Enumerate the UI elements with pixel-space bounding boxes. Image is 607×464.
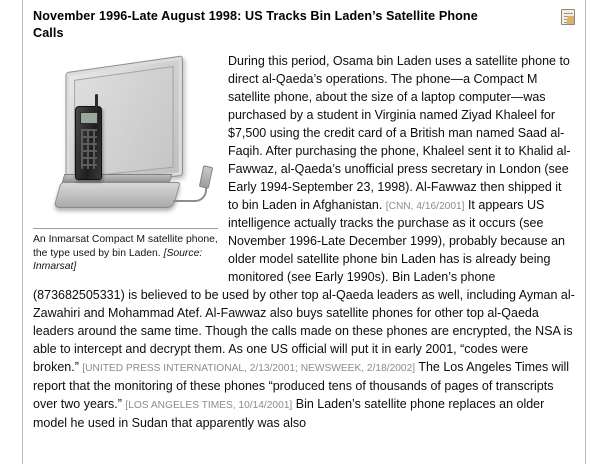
figure-caption-source: [Source: Inmarsat] — [33, 247, 203, 273]
handset-antenna — [95, 94, 98, 110]
handset-keypad — [81, 129, 97, 169]
figure — [33, 54, 218, 274]
citation-cnn[interactable]: [CNN, 4/16/2001] — [385, 200, 465, 212]
handset — [75, 106, 102, 180]
page-title: November 1996-Late August 1998: US Tracks Bin Laden’s Satellite Phone Calls — [33, 9, 478, 41]
entry-content — [23, 0, 585, 464]
entry-actions — [561, 8, 575, 25]
citation-latimes[interactable]: [LOS ANGELES TIMES, 10/14/2001] — [125, 400, 293, 412]
body-segment-3: The Los Angeles Times will report that the monitoring of these phones “produced tens of thousands of pages of transcripts over two years.” — [33, 360, 570, 412]
satellite-phone-base — [53, 182, 180, 208]
citation-upi-newsweek[interactable]: [UNITED PRESS INTERNATIONAL, 2/13/2001; NEWSWEEK, 2/18/2002] — [82, 363, 416, 375]
satellite-phone-connector — [199, 165, 213, 189]
document-icon[interactable] — [561, 9, 575, 25]
figure-caption-text: An Inmarsat Compact M satellite phone, the type used by bin Laden. — [33, 233, 218, 259]
entry-body — [33, 52, 575, 432]
body-segment-1: During this period, Osama bin Laden uses a satellite phone to direct al-Qaeda’s operations. The phone—a Compact M satellite phone, about the size of a laptop computer—was purchased by a student in Virginia named Ziyad Khaleel for $7,500 using the credit card of a British man named Saad al-Faqih. After purchasing the phone, Khaleel sent it to Khalid al-Fawwaz, al-Qaeda’s unofficial press secretary in London (see Early 1994-September 23, 1998). Al-Fawwaz then shipped it to bin Laden in Afghanistan. — [228, 53, 571, 212]
body-segment-4: Bin Laden’s satellite phone replaces an older model he used in Sudan that apparently was also — [33, 397, 545, 430]
entry-header — [33, 8, 575, 43]
figure-caption — [33, 228, 218, 274]
handset-screen — [80, 112, 98, 124]
inmarsat-compact-m-satellite-phone-photo — [33, 54, 218, 224]
right-margin-rule — [585, 0, 586, 464]
body-segment-2: It appears US intelligence actually tracks the purchase as it occurs (see November 1996-Late December 1999), probably because an older model satellite phone bin Laden has is already being monitored (see Early 1990s). Bin Laden’s phone (873682505331) is believed to be used by other top al-Qaeda leaders as well, including Ayman al-Zawahiri and Mohammad Atef. Al-Fawwaz also buys satellite phones for other top al-Qaeda leaders around the same time. Though the calls made on these phones are encrypted, the NSA is able to intercept and decrypt them. As one US official will put it in early 2001, “codes were broken.” — [33, 197, 575, 375]
